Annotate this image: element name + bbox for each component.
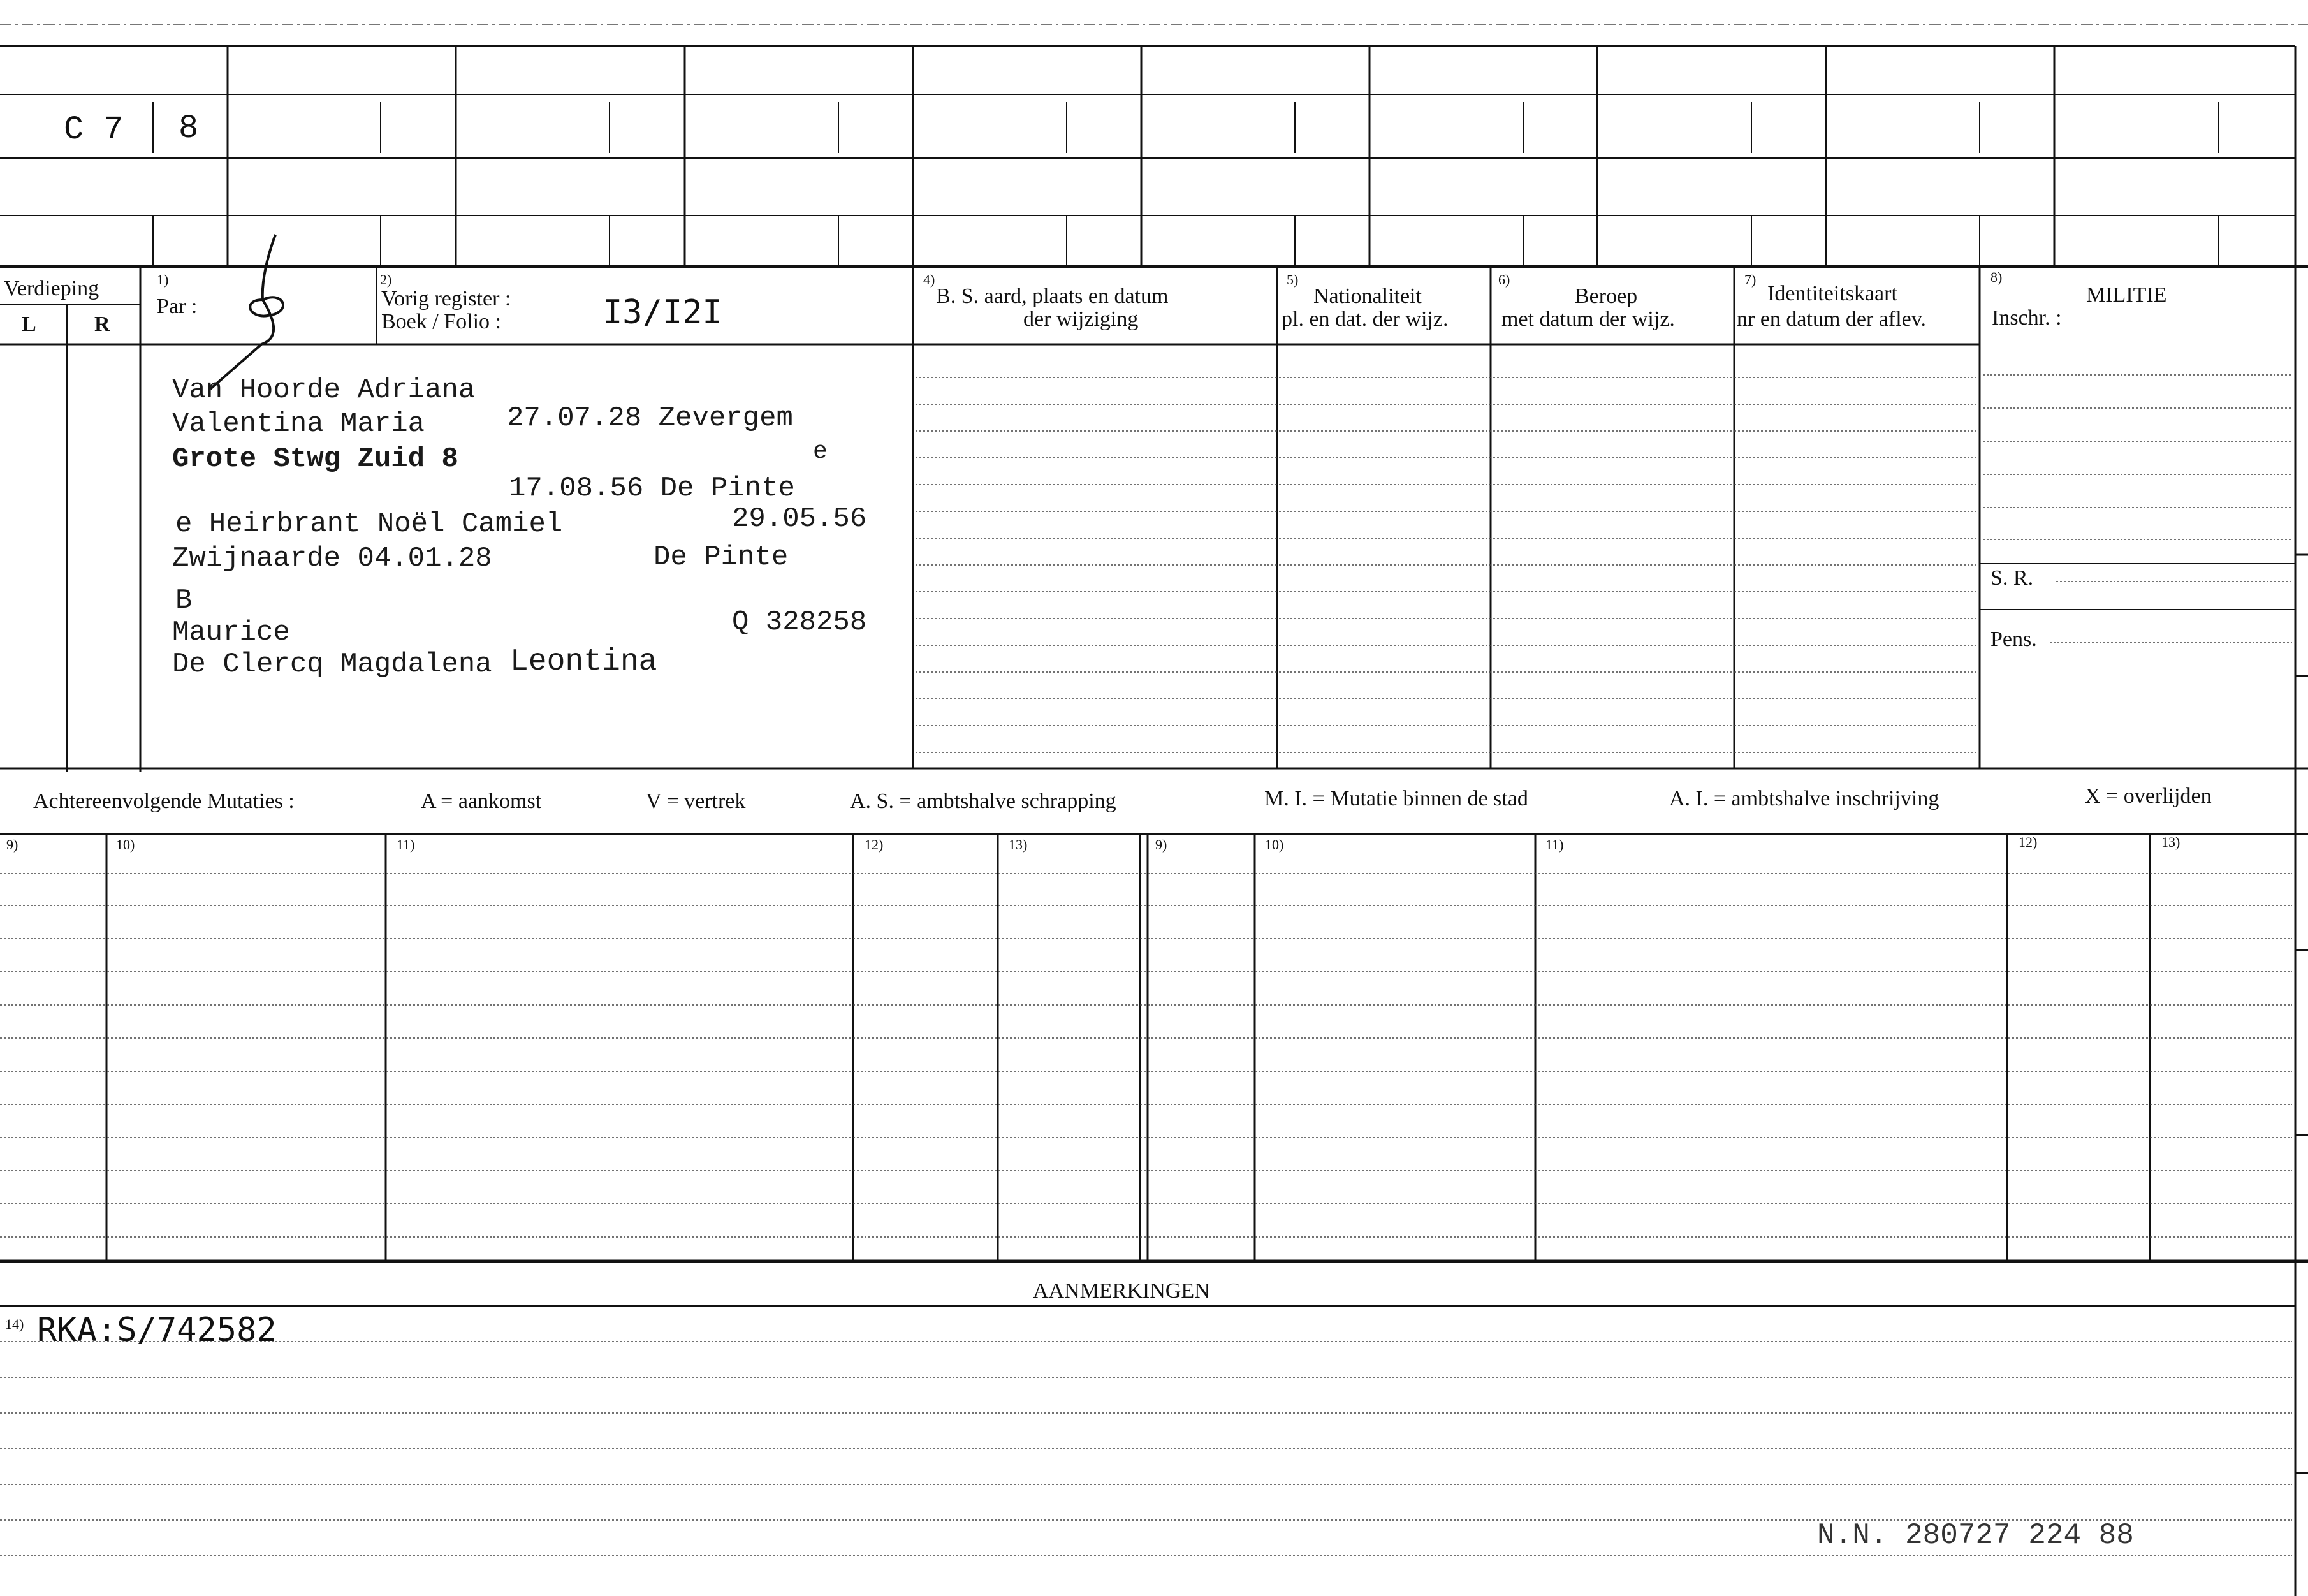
legend-overlijden: X = overlijden xyxy=(2085,784,2212,808)
mut-col-10b: 10) xyxy=(1265,837,1284,853)
field-number-7: 7) xyxy=(1744,272,1757,288)
spouse-name: e Heirbrant Noël Camiel xyxy=(175,508,563,540)
person-first-names: Valentina Maria xyxy=(172,408,425,440)
bs-header-line1: B. S. aard, plaats en datum xyxy=(936,284,1169,308)
nationaliteit-line1: Nationaliteit xyxy=(1313,284,1422,308)
field-number-6: 6) xyxy=(1498,272,1510,288)
cell-code-letter: C 7 xyxy=(64,111,124,149)
cell-code-number: 8 xyxy=(179,110,199,147)
father-name: Maurice xyxy=(172,617,290,648)
mother-name: De Clercq Magdalena xyxy=(172,648,492,680)
bs-header-line2: der wijziging xyxy=(1023,307,1139,331)
field-number-8: 8) xyxy=(1990,269,2003,285)
militie-label: MILITIE xyxy=(2086,283,2167,307)
mut-col-10: 10) xyxy=(116,837,135,853)
field-number-1: 1) xyxy=(157,272,169,288)
mut-col-11b: 11) xyxy=(1545,837,1564,853)
person-arrival-date-place: 17.08.56 De Pinte xyxy=(509,472,795,504)
person-birth-date-place: 27.07.28 Zevergem xyxy=(507,402,793,434)
legend-ambtshalve-schrapping: A. S. = ambtshalve schrapping xyxy=(850,789,1116,813)
aanmerkingen-title: AANMERKINGEN xyxy=(1033,1279,1210,1303)
par-label: Par : xyxy=(157,295,198,318)
vorig-register-label: Vorig register : xyxy=(381,287,511,311)
marriage-date: 29.05.56 xyxy=(732,503,867,535)
field-number-4: 4) xyxy=(923,272,935,288)
id-card-number: Q 328258 xyxy=(732,606,867,638)
par-handwritten-mark xyxy=(210,235,283,389)
marker-b: B xyxy=(175,585,193,617)
legend-vertrek: V = vertrek xyxy=(646,789,746,813)
inschr-label: Inschr. : xyxy=(1992,306,2062,330)
legend-aankomst: A = aankomst xyxy=(421,789,542,813)
identiteitskaart-line2: nr en datum der aflev. xyxy=(1737,307,1927,331)
rka-reference: RKA:S/742582 xyxy=(37,1311,277,1349)
mut-col-12b: 12) xyxy=(2019,834,2038,850)
national-number: N.N. 280727 224 88 xyxy=(1817,1519,2134,1552)
spouse-place: De Pinte xyxy=(654,541,789,573)
mut-col-9: 9) xyxy=(6,837,18,853)
field-number-2: 2) xyxy=(380,272,392,288)
verdieping-label: Verdieping xyxy=(4,277,99,300)
identiteitskaart-line1: Identiteitskaart xyxy=(1767,282,1897,305)
beroep-line2: met datum der wijz. xyxy=(1501,307,1675,331)
sr-label: S. R. xyxy=(1990,566,2034,590)
mother-name-cont: Leontina xyxy=(510,645,657,679)
mut-col-11: 11) xyxy=(397,837,415,853)
boek-folio-label: Boek / Folio : xyxy=(381,310,501,333)
col-r-label: R xyxy=(94,312,110,336)
person-name-line: Van Hoorde Adriana xyxy=(172,374,476,406)
field-number-14: 14) xyxy=(5,1316,24,1332)
person-marker-e: e xyxy=(813,438,828,465)
mut-col-13b: 13) xyxy=(2161,834,2180,850)
beroep-line1: Beroep xyxy=(1575,284,1638,308)
mut-col-13: 13) xyxy=(1009,837,1028,853)
person-address: Grote Stwg Zuid 8 xyxy=(172,443,458,475)
pens-label: Pens. xyxy=(1990,627,2037,651)
spouse-birth: Zwijnaarde 04.01.28 xyxy=(172,543,492,575)
field-number-5: 5) xyxy=(1287,272,1299,288)
col-l-label: L xyxy=(22,312,36,336)
legend-mutatie-binnen-stad: M. I. = Mutatie binnen de stad xyxy=(1264,787,1528,810)
legend-ambtshalve-inschrijving: A. I. = ambtshalve inschrijving xyxy=(1669,787,1939,810)
mut-col-12: 12) xyxy=(865,837,884,853)
vorig-register-value: I3/I2I xyxy=(603,293,722,332)
mut-col-9b: 9) xyxy=(1155,837,1167,853)
nationaliteit-line2: pl. en dat. der wijz. xyxy=(1282,307,1449,331)
mutaties-title: Achtereenvolgende Mutaties : xyxy=(33,789,295,813)
